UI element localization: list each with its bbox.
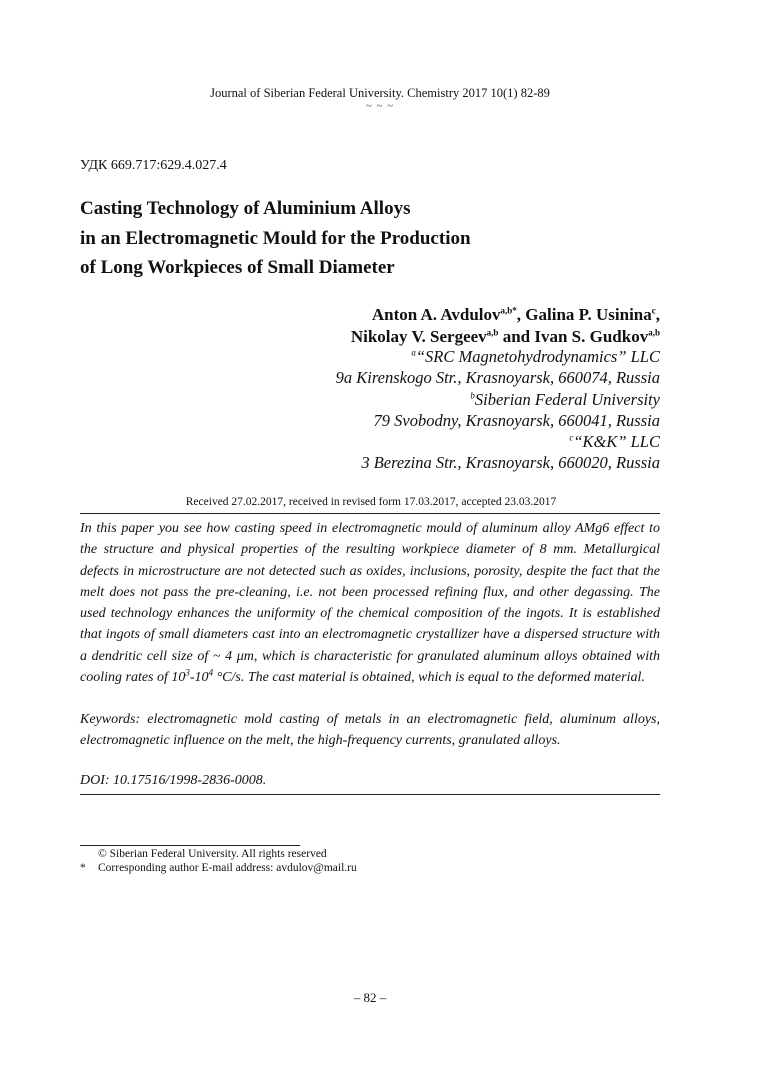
page-number: – 82 – <box>353 990 387 1005</box>
copyright-footnote: © Siberian Federal University. All rights reserved <box>98 848 327 860</box>
abstract-top-rule <box>80 513 660 514</box>
author-name: Ivan S. Gudkov <box>534 327 649 346</box>
author-sup: c <box>651 305 656 316</box>
doi: DOI: 10.17516/1998-2836-0008. <box>80 773 267 788</box>
author-sup: a,b* <box>500 305 517 316</box>
affiliation-name: $^c$“K&K” LLC <box>569 432 660 452</box>
affiliation-address: 79 Svobodny, Krasnoyarsk, 660041, Russia <box>373 410 660 430</box>
journal-header: Journal of Siberian Federal University. Chemistry 2017 10(1) 82-89 <box>210 86 550 100</box>
title-line: of Long Workpieces of Small Diameter <box>80 257 395 278</box>
title-line: in an Electromagnetic Mould for the Production <box>80 227 471 249</box>
author-name: Nikolay V. Sergeev <box>350 327 487 346</box>
affiliation-name: $^a$“SRC Magnetohydrodynamics” LLC <box>411 347 660 366</box>
affiliation-name: $^b$Siberian Federal University <box>470 389 660 409</box>
abstract-bottom-rule <box>80 794 660 795</box>
udk-code: УДК 669.717:629.4.027.4 <box>80 158 227 173</box>
author-name: Galina P. Usinina <box>525 305 652 324</box>
abstract: In this paper you see how casting speed in electromagnetic mould of aluminum alloy AMg6 effect to the structure and physical properties of the resulting workpiece diameter of 8 mm. Metallurgical defects in microstructure are not detected such as oxides, inclusions, porosity, despite the fact that the melt does not pass the pre-cleaning, i.e. not been processed refining flux, and other degassing. The used technology enhances the uniformity of the chemical composition of the ingots. It is established that ingots of small diameters cast into an electromagnetic crystallizer have a dispersed structure with a dendritic cell size of ~ 4 μm, which is characteristic for granulated aluminum alloys obtained with cooling rates of $10^3-10^4$ °C/s. The cast material is obtained, which is equal to the deformed material. <box>80 521 660 686</box>
received-dates: Received 27.02.2017, received in revised form 17.03.2017, accepted 23.03.2017 <box>185 496 557 508</box>
header-separator: ~ ~ ~ <box>365 100 395 112</box>
author-sup: a,b <box>648 327 660 338</box>
title-line: Casting Technology of Aluminium Alloys <box>80 198 411 219</box>
paper-title <box>80 194 680 283</box>
author-name: Anton A. Avdulov <box>371 305 501 324</box>
author-sup: a,b <box>486 327 499 338</box>
corresponding-footnote: * Corresponding author E-mail address: avdulov@mail.ru <box>80 862 357 874</box>
keywords: Keywords: electromagnetic mold casting of metals in an electromagnetic field, aluminum alloys, electromagnetic influence on the melt, the high-frequency currents, granulated alloys. <box>80 712 660 749</box>
footnote-rule <box>80 845 300 846</box>
affiliation-address: 9a Kirenskogo Str., Krasnoyarsk, 660074, Russia <box>335 368 660 388</box>
affiliation-address: 3 Berezina Str., Krasnoyarsk, 660020, Russia <box>361 453 660 473</box>
affiliations <box>336 346 660 474</box>
corresponding-email: Corresponding author E-mail address: avdulov@mail.ru <box>98 862 357 874</box>
author-list: Anton A. Avdulov$^{a,b*}$, Galina P. Usinina$^c$, Nikolay V. Sergeev$^{a,b}$ and Ivan S. Gudkov$^{a,b}$ <box>350 305 660 346</box>
